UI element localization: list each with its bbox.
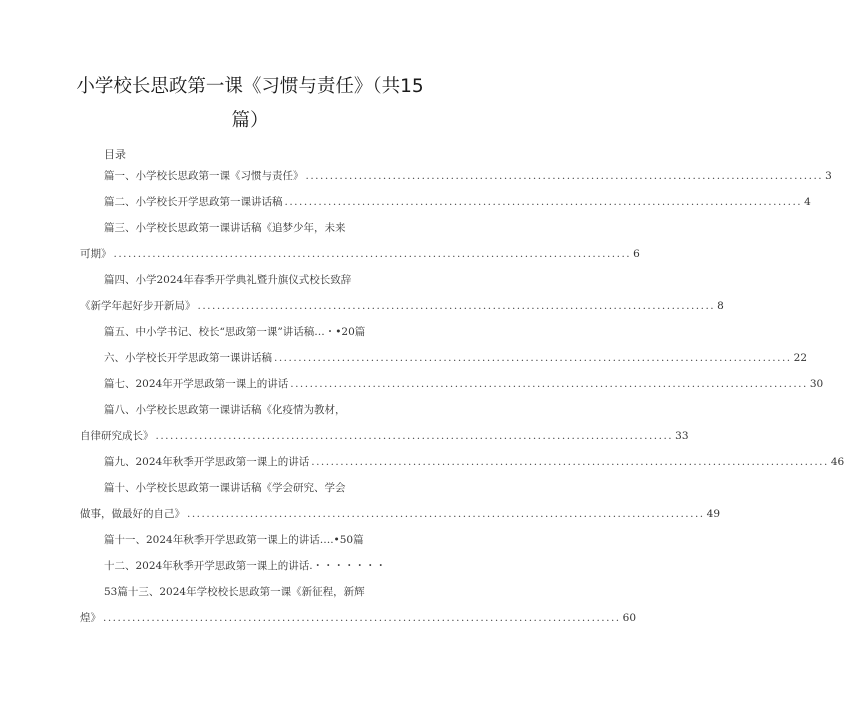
toc-leader: ........................................................................................................... [113, 248, 632, 260]
toc-leader: ........................................................................................................... [284, 196, 803, 208]
toc-entry-13[interactable] [104, 585, 365, 599]
toc-entry-5[interactable] [104, 325, 365, 339]
title-line-2: 篇） [231, 110, 269, 131]
toc-page-number: 8 [717, 300, 724, 312]
toc-entry-text: 53篇十三、2024年学校校长思政第一课《新征程，新辉 [104, 586, 365, 598]
toc-entry-3[interactable] [104, 221, 346, 235]
toc-entry-text: 篇九、2024年秋季开学思政第一课上的讲话 [104, 456, 310, 468]
toc-page-number: 30 [809, 378, 824, 390]
toc-entry-text: 篇十、小学校长思政第一课讲话稿《学会研究、学会 [104, 482, 346, 494]
toc-page-number: 22 [793, 352, 808, 364]
toc-entry-4-continued[interactable] [80, 299, 724, 313]
toc-page-number: 33 [675, 430, 689, 442]
toc-leader: ........................................................................................................... [274, 352, 792, 364]
toc-entry-text: 煌》 [80, 612, 101, 624]
toc-entry-7[interactable] [104, 377, 824, 391]
toc-entry-text: 篇七、2024年开学思政第一课上的讲话 [104, 378, 289, 390]
toc-leader: ........................................................................................................... [187, 508, 705, 520]
toc-entry-text: 篇五、中小学书记、校长“思政第一课”讲话稿…・•20篇 [104, 326, 366, 338]
toc-entry-text: 篇二、小学校长开学思政第一课讲话稿 [104, 196, 283, 208]
toc-entry-10-continued[interactable] [80, 507, 721, 521]
toc-entry-text: 篇四、小学2024年春季开学典礼暨升旗仪式校长致辞 [104, 274, 352, 286]
toc-entry-2[interactable] [104, 195, 811, 209]
toc-entry-text: 《新学年起好步开新局》 [80, 300, 196, 312]
toc-entry-text: 篇十一、2024年秋季开学思政第一课上的讲话….•50篇 [104, 534, 364, 546]
toc-leader: ........................................................................................................... [155, 430, 674, 442]
toc-page-number: 3 [825, 170, 832, 182]
toc-entry-text: 篇八、小学校长思政第一课讲话稿《化疫情为教材， [104, 404, 346, 416]
toc-entry-8[interactable] [104, 403, 346, 417]
toc-entry-3-continued[interactable] [80, 247, 640, 261]
toc-heading: 目录 [104, 148, 126, 161]
toc-entry-8-continued[interactable] [80, 429, 689, 443]
toc-entry-6[interactable] [104, 351, 808, 365]
toc-entry-10[interactable] [104, 481, 346, 495]
toc-page-number: 6 [633, 248, 640, 260]
toc-entry-text: 可期》 [80, 248, 112, 260]
toc-page-number: 49 [706, 508, 721, 520]
toc-entry-text: 自律研究成长》 [80, 430, 154, 442]
title-line-1: 小学校长思政第一课《习惯与责任》（共15 [76, 76, 424, 97]
toc-entry-1[interactable] [104, 169, 832, 183]
toc-entry-text: 六、小学校长开学思政第一课讲话稿 [104, 352, 272, 364]
toc-leader: ........................................................................................................... [311, 456, 829, 468]
toc-entry-text: 做事，做最好的自己》 [80, 508, 185, 520]
toc-entry-text: 篇一、小学校长思政第一课《习惯与责任》 [104, 170, 304, 182]
toc-entry-12[interactable] [104, 559, 386, 573]
toc-entry-11[interactable] [104, 533, 364, 547]
toc-entry-text: 十二、2024年秋季开学思政第一课上的讲话.・・・・・・・ [104, 560, 387, 572]
toc-leader: ........................................................................................................... [103, 612, 621, 624]
toc-entry-9[interactable] [104, 455, 844, 469]
toc-page-number: 46 [830, 456, 844, 468]
toc-entry-13-continued[interactable] [80, 611, 637, 625]
toc-leader: ........................................................................................................... [305, 170, 824, 182]
toc-entry-4[interactable] [104, 273, 351, 287]
toc-leader: ........................................................................................................... [290, 378, 808, 390]
toc-entry-text: 篇三、小学校长思政第一课讲话稿《追梦少年，未来 [104, 222, 346, 234]
toc-page-number: 4 [804, 196, 811, 208]
toc-page-number: 60 [622, 612, 637, 624]
toc-leader: ........................................................................................................... [197, 300, 716, 312]
